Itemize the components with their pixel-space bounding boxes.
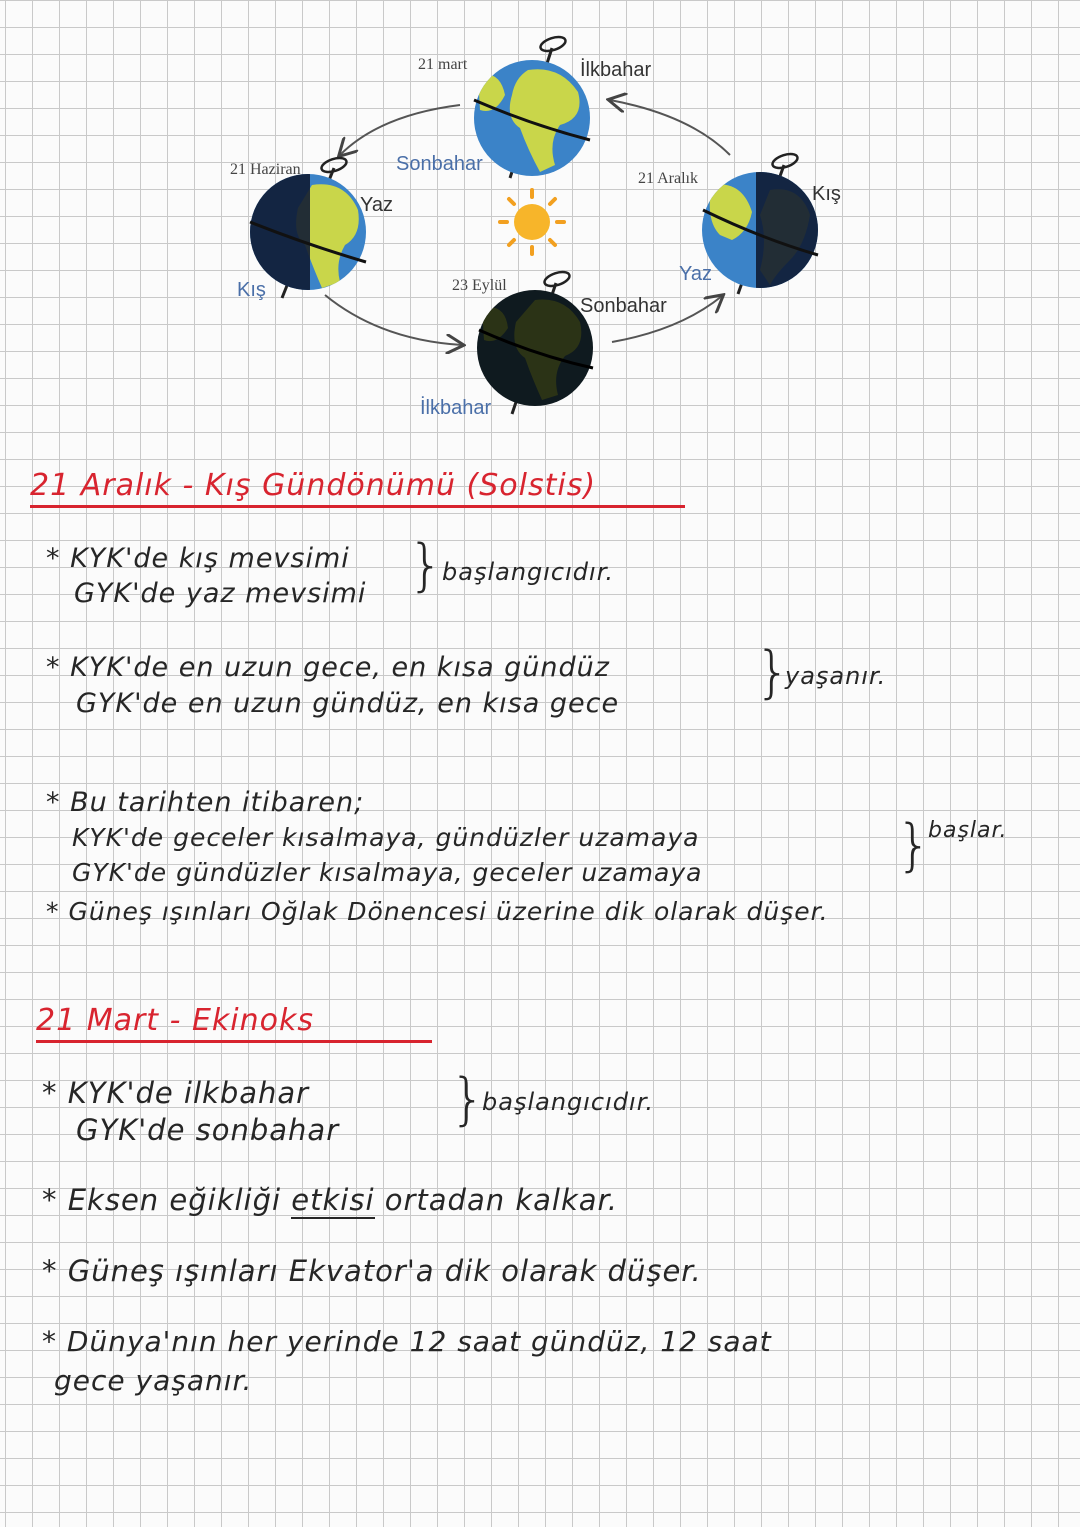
season-label: Sonbahar — [396, 153, 483, 175]
brace: } — [755, 640, 791, 705]
note-suffix: başlangıcıdır. — [482, 1088, 654, 1116]
note-line: * Güneş ışınları Oğlak Dönencesi üzerine dik olarak düşer. — [46, 897, 829, 926]
note-text: ortadan kalkar. — [374, 1183, 618, 1217]
season-label: Yaz — [679, 263, 712, 285]
note-suffix: yaşanır. — [785, 662, 887, 690]
note-line: * KYK'de en uzun gece, en kısa gündüz — [46, 652, 610, 683]
note-suffix: başlar. — [928, 818, 1008, 843]
note-line: GYK'de yaz mevsimi — [74, 578, 367, 609]
section-heading-solstice: 21 Aralık - Kış Gündönümü (Solstis) — [30, 468, 685, 508]
brace: } — [450, 1067, 486, 1132]
section-heading-equinox: 21 Mart - Ekinoks — [36, 1003, 432, 1043]
note-text: * Eksen eğikliği — [42, 1183, 292, 1217]
note-line: KYK'de geceler kısalmaya, gündüzler uzamaya — [72, 823, 700, 852]
season-label: İlkbahar — [420, 397, 492, 419]
note-line: GYK'de sonbahar — [76, 1113, 340, 1147]
note-line: GYK'de en uzun gündüz, en kısa gece — [76, 688, 620, 719]
note-line: * Güneş ışınları Ekvator'a dik olarak düşer. — [42, 1254, 702, 1288]
note-line: gece yaşanır. — [54, 1364, 253, 1397]
note-line: * KYK'de kış mevsimi — [46, 543, 350, 574]
globe-december — [700, 151, 826, 295]
brace: } — [896, 813, 932, 878]
date-label-december: 21 Aralık — [638, 170, 698, 187]
note-line: * KYK'de ilkbahar — [42, 1076, 310, 1110]
note-line: GYK'de gündüzler kısalmaya, geceler uzamaya — [72, 858, 703, 887]
season-label: Kış — [237, 279, 266, 301]
orbit-arrow — [325, 295, 462, 345]
brace: } — [408, 533, 444, 598]
sun-icon — [500, 190, 564, 254]
globe-march — [470, 34, 595, 183]
note-line: * Dünya'nın her yerinde 12 saat gündüz, 12 saat — [42, 1325, 772, 1358]
date-label-june: 21 Haziran — [230, 161, 301, 178]
season-label: Sonbahar — [580, 295, 667, 317]
note-line: * Bu tarihten itibaren; — [46, 787, 365, 818]
orbit-arrow — [340, 105, 460, 155]
note-line — [42, 1183, 618, 1217]
earth-orbit-diagram — [0, 0, 1080, 440]
underlined-word: etkisi — [291, 1183, 375, 1217]
season-label: İlkbahar — [580, 59, 652, 81]
season-label: Kış — [812, 183, 841, 205]
orbit-arrow — [610, 100, 730, 155]
season-label: Yaz — [360, 194, 393, 216]
date-label-september: 23 Eylül — [452, 277, 507, 294]
date-label-march: 21 mart — [418, 56, 468, 73]
note-suffix: başlangıcıdır. — [442, 558, 614, 586]
